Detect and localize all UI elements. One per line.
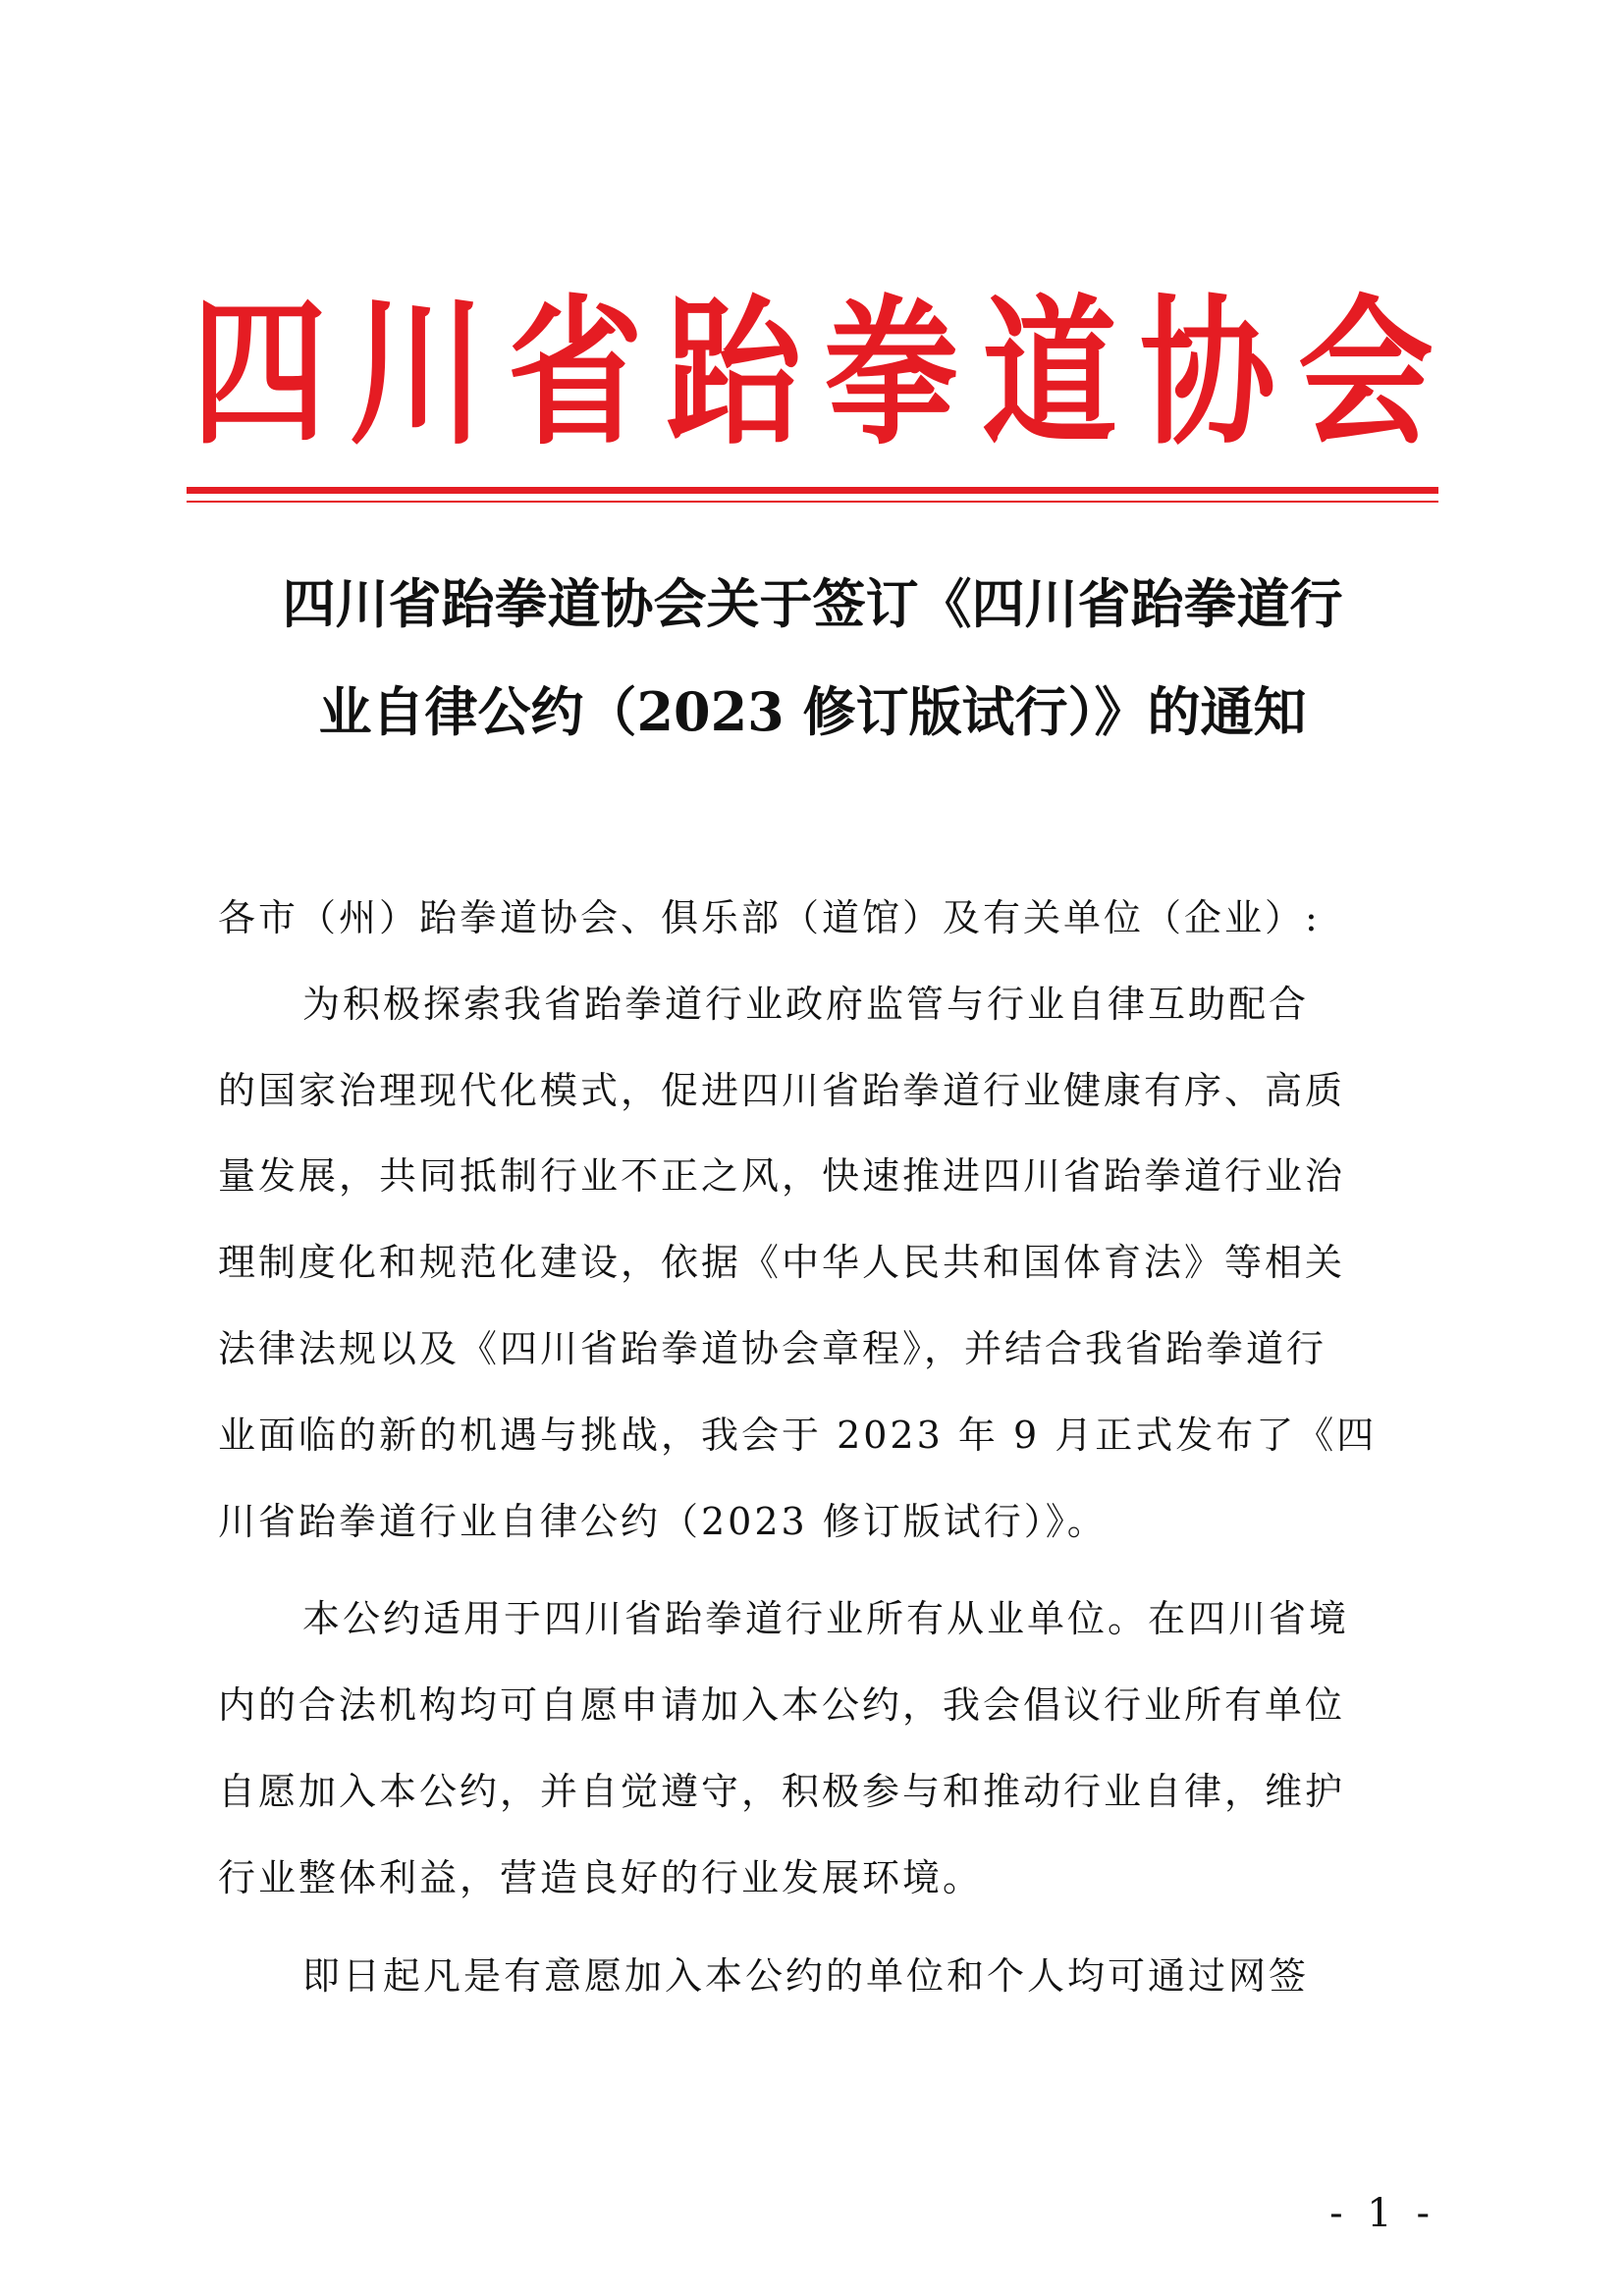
salutation: 各市（州）跆拳道协会、俱乐部（道馆）及有关单位（企业）:: [218, 896, 1321, 939]
paragraph-1-line: 法律法规以及《四川省跆拳道协会章程》，并结合我省跆拳道行: [218, 1326, 1327, 1370]
paragraph-3-line: 即日起凡是有意愿加入本公约的单位和个人均可通过网签: [302, 1953, 1310, 1998]
masthead-divider-thick: [187, 487, 1438, 494]
paragraph-1-line: 的国家治理现代化模式，促进四川省跆拳道行业健康有序、高质: [218, 1068, 1346, 1112]
paragraph-gap: [218, 1922, 1438, 1934]
paragraph-2-line: 内的合法机构均可自愿申请加入本公约，我会倡议行业所有单位: [218, 1683, 1346, 1728]
masthead-char: 协: [1139, 278, 1275, 467]
document-title: [187, 550, 1438, 766]
page-number: - 1 -: [1329, 2191, 1435, 2236]
masthead-char: 跆: [665, 278, 801, 467]
paragraph-2-line: 行业整体利益，营造良好的行业发展环境。: [218, 1855, 984, 1899]
paragraph-1-line: 为积极探索我省跆拳道行业政府监管与行业自律互助配合: [302, 982, 1310, 1026]
paragraph-gap: [218, 1565, 1438, 1576]
paragraph-1-line: 量发展，共同抵制行业不正之风，快速推进四川省跆拳道行业治: [218, 1154, 1346, 1199]
paragraph-2-line: 自愿加入本公约，并自觉遵守，积极参与和推动行业自律，维护: [218, 1769, 1346, 1813]
masthead-char: 拳: [823, 278, 959, 467]
masthead-char: 省: [507, 278, 643, 467]
document-body: [218, 876, 1438, 2019]
masthead-char: 川: [349, 278, 485, 467]
title-line-2: 业自律公约（2023 修订版试行）》的通知: [318, 680, 1307, 743]
paragraph-1-line: 川省跆拳道行业自律公约（2023 修订版试行）》。: [218, 1499, 1108, 1543]
masthead-divider-thin: [187, 501, 1438, 503]
paragraph-1-line: 业面临的新的机遇与挑战，我会于 2023 年 9 月正式发布了《四: [218, 1413, 1378, 1457]
masthead-char: 四: [191, 278, 328, 467]
masthead-char: 会: [1297, 278, 1434, 467]
paragraph-2-line: 本公约适用于四川省跆拳道行业所有从业单位。在四川省境: [302, 1597, 1350, 1641]
title-line-1: 四川省跆拳道协会关于签订《四川省跆拳道行: [282, 572, 1343, 635]
paragraph-1-line: 理制度化和规范化建设，依据《中华人民共和国体育法》等相关: [218, 1241, 1346, 1285]
masthead: [191, 278, 1434, 467]
masthead-char: 道: [981, 278, 1117, 467]
